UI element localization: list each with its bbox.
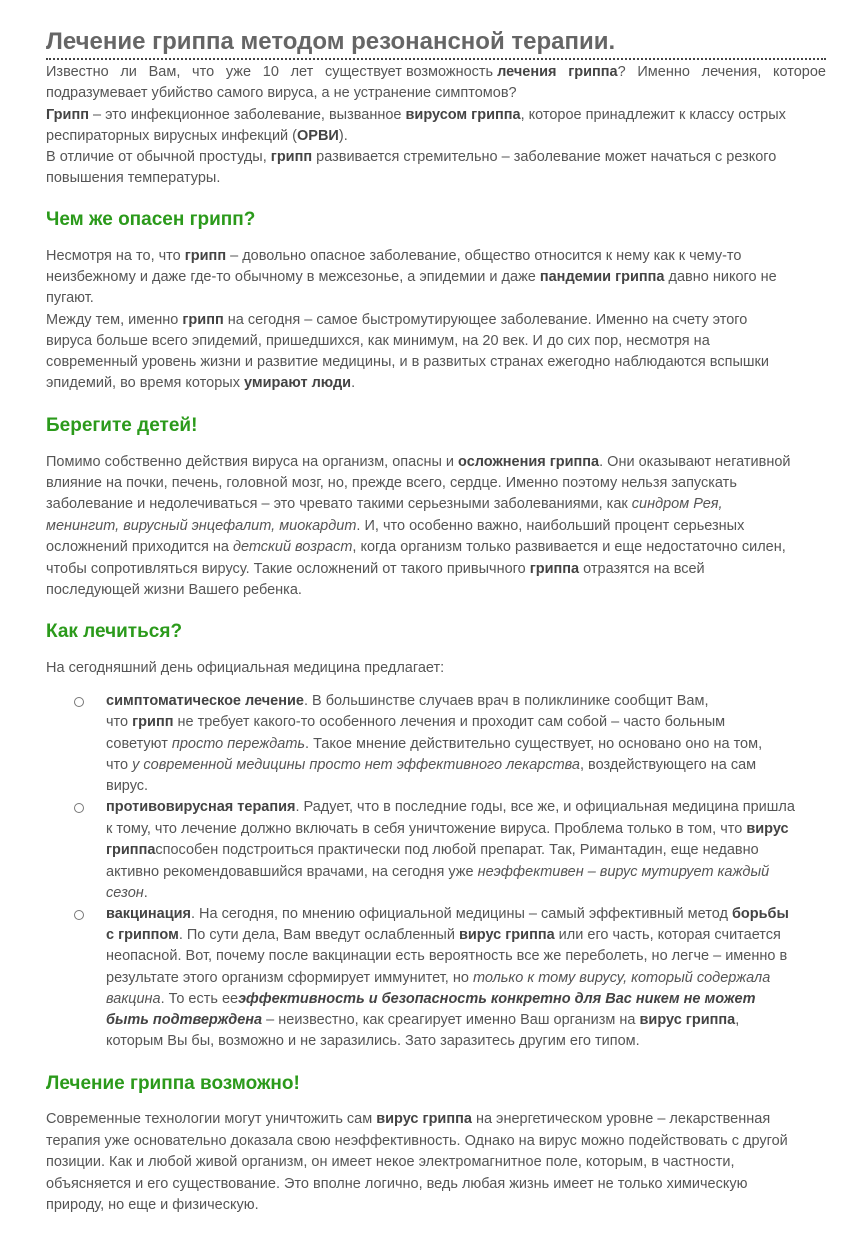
children-line-3 (46, 494, 723, 515)
bold-text: гриппа (568, 64, 618, 80)
text: . То есть ее (160, 991, 239, 1007)
text: Помимо собственно действия вируса на организм, опасны и (46, 454, 459, 470)
intro-line-3 (46, 105, 786, 126)
text: В отличие от обычной простуды, (46, 149, 271, 165)
text: . Радует, что в последние годы, все же, и официальная медицина пришла (295, 799, 795, 815)
bullet-3-line-6 (106, 1010, 739, 1031)
danger-line-5: вируса больше всего эпидемий, пришедшихся, как минимум, на 20 век. И до сих пор, несмотря на (46, 333, 710, 349)
bullet-1-line-3 (106, 734, 762, 755)
text: ли (120, 64, 137, 80)
possible-line-5: природу, но еще и физическую. (46, 1197, 259, 1213)
text: не требует какого-то особенного лечения и проходит сам собой – часто больным (173, 714, 726, 730)
section-heading-children: Берегите детей! (46, 415, 198, 436)
bullet-2-line-1 (106, 797, 795, 818)
danger-line-6: современный уровень жизни и развитие медицины, и в развитых странах ежегодно наблюдаются вспышки (46, 354, 769, 370)
text: что (106, 757, 133, 773)
bold-text: вирус гриппа (458, 927, 555, 943)
list-bullet (74, 910, 84, 920)
text: Несмотря на то, что (46, 248, 185, 264)
children-line-6 (46, 559, 705, 580)
text: что (192, 64, 215, 80)
page-title: Лечение гриппа методом резонансной терапии. (46, 27, 826, 60)
text: лечения, (701, 64, 762, 80)
bold-italic-text: эффективность и безопасность конкретно для Вас никем не может (238, 991, 756, 1007)
italic-text: неэффективен – вирус мутирует каждый (477, 864, 770, 880)
bold-text: грипп (182, 312, 224, 328)
bullet-1-line-2 (106, 712, 725, 733)
bullet-3-line-1 (106, 904, 789, 925)
bullet-2-line-3 (106, 840, 759, 861)
children-line-7: последующей жизни Вашего ребенка. (46, 582, 302, 598)
intro-line-1 (46, 62, 826, 83)
text: активно рекомендовавшийся врачами, на сегодня уже (106, 864, 478, 880)
text (325, 62, 557, 83)
section-heading-danger: Чем же опасен грипп? (46, 209, 256, 230)
text: – неизвестно, как среагирует именно Ваш организм на (262, 1012, 640, 1028)
danger-line-3: пугают. (46, 290, 94, 306)
possible-line-3: позиции. Как и любой живой организм, он имеет некое электромагнитное поле, которым, в частности, (46, 1154, 735, 1170)
bold-text: противовирусная терапия (106, 799, 296, 815)
text: , (735, 1012, 740, 1028)
text (568, 62, 625, 83)
bullet-1-line-4 (106, 755, 756, 776)
bold-text: умирают люди (243, 375, 352, 391)
bold-text: ОРВИ (297, 128, 339, 144)
text: , которое принадлежит к классу острых (520, 107, 786, 123)
italic-text: менингит, вирусный энцефалит, миокардит (46, 518, 357, 534)
children-line-5 (46, 537, 786, 558)
list-bullet (74, 803, 84, 813)
text: способен подстроиться практически под любой препарат. Так, Римантадин, еще недавно (155, 842, 759, 858)
section-heading-treatment: Как лечиться? (46, 621, 183, 642)
section-heading-possible: Лечение гриппа возможно! (46, 1073, 300, 1094)
italic-text: у современной медицины просто нет эффективного лекарства (132, 757, 580, 773)
text: . По сути дела, Вам введут ослабленный (178, 927, 459, 943)
bullet-1-line-1 (106, 691, 708, 712)
danger-line-4 (46, 310, 747, 331)
text: респираторных вирусных инфекций ( (46, 128, 298, 144)
bold-text: вакцинация (106, 906, 191, 922)
bullet-1-line-5: вирус. (106, 778, 149, 794)
text: отразятся на всей (579, 561, 705, 577)
text: советуют (106, 736, 172, 752)
text: . (351, 375, 356, 391)
bold-text: осложнения гриппа (458, 454, 600, 470)
possible-line-2: терапия уже основательно доказала свою неэффективность. Однако на вирус можно подействовать с другой (46, 1133, 788, 1149)
text: . На сегодня, по мнению официальной медицины – самый эффективный метод (190, 906, 732, 922)
intro-line-5 (46, 147, 776, 168)
text: или его часть, которая считается (554, 927, 781, 943)
text: чтобы сопротивляться вирусу. Такие осложнений от такого привычного (46, 561, 530, 577)
text: заболевание и недолечиваться – это чревато такими серьезными заболеваниями, как (46, 496, 632, 512)
bullet-3-line-5 (106, 989, 756, 1010)
bold-text: Грипп (46, 107, 89, 123)
intro-line-4 (46, 126, 348, 147)
bold-text: вирус (746, 821, 789, 837)
bullet-3-line-4 (106, 968, 770, 989)
text: Именно (637, 64, 690, 80)
bold-text: гриппа (529, 561, 580, 577)
italic-text: синдром Рея, (631, 496, 723, 512)
bold-text: грипп (270, 149, 313, 165)
possible-line-1 (46, 1109, 770, 1130)
text: возможность (405, 64, 494, 80)
bold-text: вирус гриппа (639, 1012, 736, 1028)
danger-line-1 (46, 246, 741, 267)
text: результате этого организм сформирует иммунитет, но (106, 970, 473, 986)
italic-text: сезон (106, 885, 144, 901)
bold-text: лечения (497, 64, 557, 80)
text: 10 (262, 64, 279, 80)
text: . Такое мнение действительно существует, но основано оно на том, (305, 736, 763, 752)
text: уже (225, 64, 252, 80)
bold-italic-text: быть подтверждена (106, 1012, 263, 1028)
children-line-4 (46, 516, 744, 537)
text: , когда организм только развивается и еще недостаточно силен, (352, 539, 786, 555)
bold-text: грипп (184, 248, 227, 264)
bold-text: пандемии гриппа (539, 269, 665, 285)
bold-text: грипп (132, 714, 174, 730)
bullet-3-line-7: которым Вы бы, возможно и не заразились. Зато заразитесь другим его типом. (106, 1033, 640, 1049)
children-line-2: влияние на почки, печень, головной мозг, но, прежде всего, сердце. Именно поэтому нельзя запускать (46, 475, 737, 491)
intro-line-6: повышения температуры. (46, 170, 221, 186)
text: Вам, (148, 64, 181, 80)
bullet-2-line-5 (106, 883, 148, 904)
danger-line-2 (46, 267, 777, 288)
text: давно никого не (664, 269, 777, 285)
text: существует (324, 64, 402, 80)
text: неизбежному и даже где-то обычному в межсезонье, а эпидемии и даже (46, 269, 540, 285)
text: . И, что особенно важно, наибольший процент серьезных (356, 518, 745, 534)
italic-text: просто переждать (171, 736, 306, 752)
text: . Они оказывают негативной (599, 454, 791, 470)
children-line-1 (46, 452, 791, 473)
italic-text: вакцина (106, 991, 161, 1007)
text: лет (290, 64, 314, 80)
text: ). (338, 128, 348, 144)
bold-text: симптоматическое лечение (106, 693, 304, 709)
italic-text: детский возраст (232, 539, 353, 555)
text: Известно (46, 64, 109, 80)
list-bullet (74, 697, 84, 707)
bullet-2-line-4 (106, 862, 769, 883)
bold-text: вирусом гриппа (405, 107, 521, 123)
text: . (143, 885, 148, 901)
intro-line-2: подразумевает убийство самого вируса, а не устранение симптомов? (46, 85, 517, 101)
text: Современные технологии могут уничтожить сам (46, 1111, 377, 1127)
text: к тому, что лечение должно включать в себя уничтожение вируса. Проблема только в том, что (106, 821, 747, 837)
text: что (106, 714, 133, 730)
bullet-3-line-2 (106, 925, 781, 946)
text: которое (772, 64, 826, 80)
bullet-2-line-2 (106, 819, 789, 840)
text: , воздействующего на сам (579, 757, 757, 773)
text: осложнений приходится на (46, 539, 233, 555)
possible-line-4: объясняется и его существование. Это вполне логично, ведь любая жизнь имеет не только химическую (46, 1176, 748, 1192)
text: на сегодня – самое быстромутирующее заболевание. Именно на счету этого (223, 312, 748, 328)
text: эпидемий, во время которых (46, 375, 244, 391)
bold-text: вирус гриппа (376, 1111, 472, 1127)
bold-text: с гриппом (106, 927, 179, 943)
text: Между тем, именно (46, 312, 183, 328)
text: развивается стремительно – заболевание может начаться с резкого (312, 149, 777, 165)
bold-text: гриппа (106, 842, 156, 858)
text: ? (617, 64, 626, 80)
danger-line-7 (46, 373, 355, 394)
italic-text: только к тому вирусу, который содержала (472, 970, 771, 986)
bullet-3-line-3: неопасной. Вот, почему после вакцинации есть вероятность все же переболеть, но легче – именно в (106, 948, 788, 964)
text: на энергетическом уровне – лекарственная (471, 1111, 771, 1127)
treatment-lead: На сегодняшний день официальная медицина предлагает: (46, 660, 445, 676)
text: . В большинстве случаев врач в поликлинике сообщит Вам, (303, 693, 709, 709)
text: – довольно опасное заболевание, общество относится к нему как к чему-то (226, 248, 742, 264)
text: – это инфекционное заболевание, вызванное (88, 107, 406, 123)
bold-text: борьбы (731, 906, 789, 922)
